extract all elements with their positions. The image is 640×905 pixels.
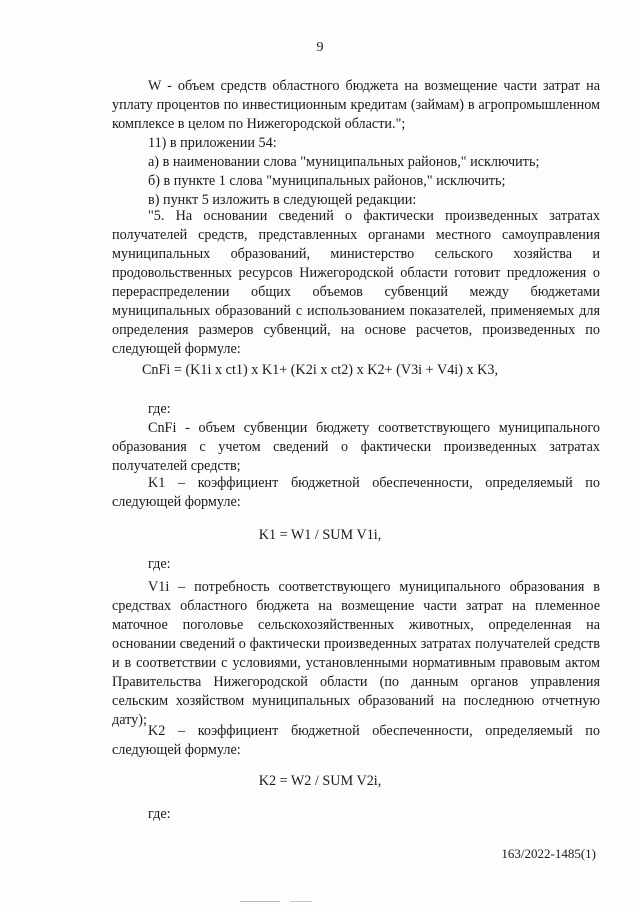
scan-artifact [240, 901, 280, 902]
k2-definition: K2 – коэффициент бюджетной обеспеченности, определяемый по следующей формуле: [112, 723, 600, 758]
intro-paragraph: W - объем средств областного бюджета на возмещение части затрат на уплату процентов по инвестиционным кредитам (займам) в агропромышленном комплексе в целом по Нижегородской области."; [112, 78, 600, 132]
point5-paragraph: "5. На основании сведений о фактически произведенных затратах получателей средств, представленных органами местного самоуправления муниципальных образований, министерство сельского хозяйства и продовольственных ресурсов Нижегородской области готовит предложения о перераспределении общих объемов субвенций между бюджетами муниципальных образований с использованием показателей, применяемых для определения размеров субвенций, на основе расчетов, произведенных по следующей формуле: [112, 208, 600, 357]
point5-block [112, 207, 600, 359]
page-number: 9 [316, 40, 324, 55]
k1-definition-block [112, 474, 600, 512]
k2-definition-block [112, 722, 600, 760]
scan-artifact [290, 901, 312, 902]
cnfi-definition: CnFi - объем субвенции бюджету соответствующего муниципального образования с учетом сведений о фактически произведенных затратах получателей средств; [112, 420, 600, 474]
k1-definition: K1 – коэффициент бюджетной обеспеченности, определяемый по следующей формуле: [112, 475, 600, 510]
v1i-definition: V1i – потребность соответствующего муниципального образования в средствах областного бюджета на возмещение части затрат на племенное маточное поголовье сельскохозяйственных животных, определенная на основании сведений о фактически произведенных затратах получателей средств и в соответствии с условиями, установленными нормативным правовым актом Правительства Нижегородской области (по данным органов управления сельским хозяйством муниципальных образований на последнюю отчетную дату); [112, 579, 600, 728]
list-item: в) пункт 5 изложить в следующей редакции: [148, 192, 417, 208]
list-item: а) в наименовании слова "муниципальных районов," исключить; [148, 154, 540, 170]
where-label: где: [148, 806, 171, 822]
where-label: где: [148, 401, 171, 417]
v1i-definition-block [112, 578, 600, 730]
list-item: б) в пункте 1 слова "муниципальных районов," исключить; [148, 173, 506, 189]
cnfi-definition-block [112, 419, 600, 476]
document-code: 163/2022-1485(1) [501, 846, 596, 861]
formula-k2: K2 = W2 / SUM V2i, [258, 773, 382, 789]
where-label: где: [148, 556, 171, 572]
list-item: 11) в приложении 54: [148, 135, 277, 151]
formula-k1: K1 = W1 / SUM V1i, [258, 527, 382, 543]
intro-block [112, 77, 600, 134]
formula-main: CnFi = (K1i x ct1) x K1+ (K2i x ct2) x K2+ (V3i + V4i) x K3, [141, 362, 499, 378]
amendment-list [112, 134, 600, 210]
